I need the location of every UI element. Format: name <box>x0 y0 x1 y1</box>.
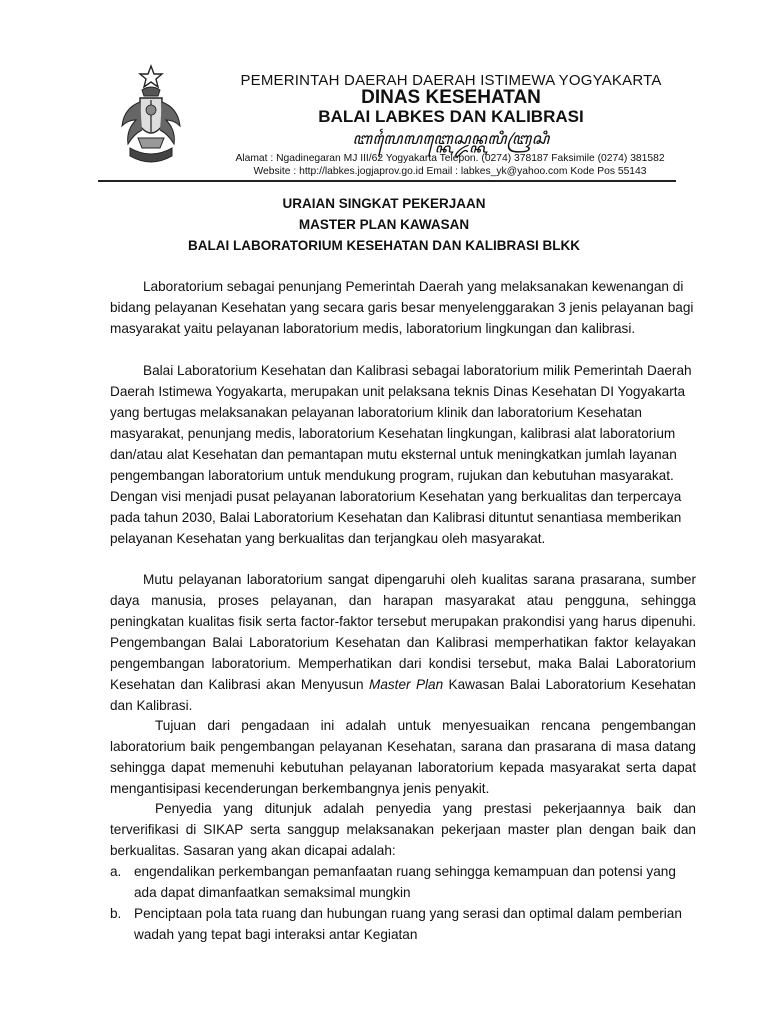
paragraph-intro <box>110 276 696 339</box>
list-item-text: Penciptaan pola tata ruang dan hubungan ruang yang serasi dan optimal dalam pemberian wadah yang tepat bagi interaksi antar Kegiatan <box>134 906 682 942</box>
list-item-text: engendalikan perkembangan pemanfaatan ruang sehingga kemampuan dan potensi yang ada dapat dimanfaatkan semaksimal mungkin <box>134 864 676 900</box>
paragraph-quality <box>110 569 696 716</box>
list-item-a <box>110 861 696 903</box>
government-name: PEMERINTAH DAERAH DAERAH ISTIMEWA YOGYAKARTA <box>240 72 662 89</box>
paragraph-profile <box>110 360 696 549</box>
paragraph-quality-part2: Kawasan Balai Laboratorium Kesehatan dan Kalibrasi. <box>110 677 696 713</box>
paragraph-provider-text: Penyedia yang ditunjuk adalah penyedia yang prestasi pekerjaannya baik dan terverifikasi di SIKAP serta sanggup melaksanakan pekerjaan master plan dengan baik dan berkualitas. Sasaran yang akan dicapai adalah: <box>110 801 696 858</box>
contact-line: Website : http://labkes.jogjaprov.go.id Email : labkes_yk@yahoo.com Kode Pos 55143 <box>253 166 647 177</box>
paragraph-quality-part1: Mutu pelayanan laboratorium sangat dipengaruhi oleh kualitas sarana prasarana, sumber daya manusia, proses pelayanan, dan harapan masyarakat atau pengguna, sehingga peningkatan kualitas fisik serta factor-faktor tersebut merupakan prakondisi yang harus dipenuhi. Pengembangan Balai Laboratorium Kesehatan dan Kalibrasi memperhatikan faktor kelayakan pengembangan laboratorium. Memperhatikan dari kondisi tersebut, maka Balai Laboratorium Kesehatan dan Kalibrasi akan Menyusun <box>110 572 696 692</box>
list-marker: a. <box>110 864 122 879</box>
address-line: Alamat : Ngadinegaran MJ III/62 Yogyakarta Telepon. (0274) 378187 Faksimile (0274) 381582 <box>235 153 665 164</box>
list-item <box>110 903 696 945</box>
paragraph-objective <box>110 715 696 799</box>
master-plan-term: Master Plan <box>369 677 444 692</box>
government-emblem-icon <box>116 64 186 174</box>
paragraph-provider <box>110 798 696 861</box>
document-title-3: BALAI LABORATORIUM KESEHATAN DAN KALIBRASI BLKK <box>188 238 580 253</box>
paragraph-quality-text <box>110 569 696 716</box>
letterhead <box>98 58 676 182</box>
institution-name: BALAI LABKES DAN KALIBRASI <box>318 107 584 126</box>
document-title-1: URAIAN SINGKAT PEKERJAAN <box>282 196 486 211</box>
paragraph-objective-text: Tujuan dari pengadaan ini adalah untuk menyesuaikan rencana pengembangan laboratorium baik pengembangan pelayanan Kesehatan, sarana dan prasarana di masa datang sehingga dapat memenuhi kebutuhan pelayanan laboratorium kepada masyarakat serta dapat mengantisipasi kecenderungan berkembangnya jenis penyakit. <box>110 718 696 796</box>
letterhead-divider <box>98 180 676 182</box>
department-name: DINAS KESEHATAN <box>361 87 541 108</box>
document-title-2: MASTER PLAN KAWASAN <box>298 217 470 232</box>
paragraph-intro-text: Laboratorium sebagai penunjang Pemerintah Daerah yang melaksanakan kewenangan di bidang pelayanan Kesehatan yang secara garis besar menyelenggarakan 3 jenis pelayanan bagi masyarakat yaitu pelayanan laboratorium medis, laboratorium lingkungan dan kalibrasi. <box>110 279 694 336</box>
list-item <box>110 861 696 903</box>
list-marker: b. <box>110 906 122 921</box>
list-item-b <box>110 903 696 945</box>
javanese-script-name: ꦧꦭꦻꦭꦧ꧀ꦏꦺꦱ꧀ꦢꦤ꧀ꦏꦭꦶꦧꦿꦱꦶ <box>352 129 550 148</box>
paragraph-profile-text: Balai Laboratorium Kesehatan dan Kalibrasi sebagai laboratorium milik Pemerintah Daerah Daerah Istimewa Yogyakarta, merupakan unit pelaksana teknis Dinas Kesehatan DI Yogyakarta yang bertugas melaksanakan pelayanan laboratorium klinik dan laboratorium Kesehatan masyarakat, penunjang medis, laboratorium Kesehatan lingkungan, kalibrasi alat laboratorium dan/atau alat Kesehatan dan pemantapan mutu eksternal untuk meningkatkan jumlah layanan pengembangan laboratorium untuk mendukung program, rujukan dan kebutuhan masyarakat. Dengan visi menjadi pusat pelayanan laboratorium Kesehatan yang berkualitas dan terpercaya pada tahun 2030, Balai Laboratorium Kesehatan dan Kalibrasi dituntut senantiasa memberikan pelayanan Kesehatan yang berkualitas dan terjangkau oleh masyarakat. <box>110 363 692 546</box>
